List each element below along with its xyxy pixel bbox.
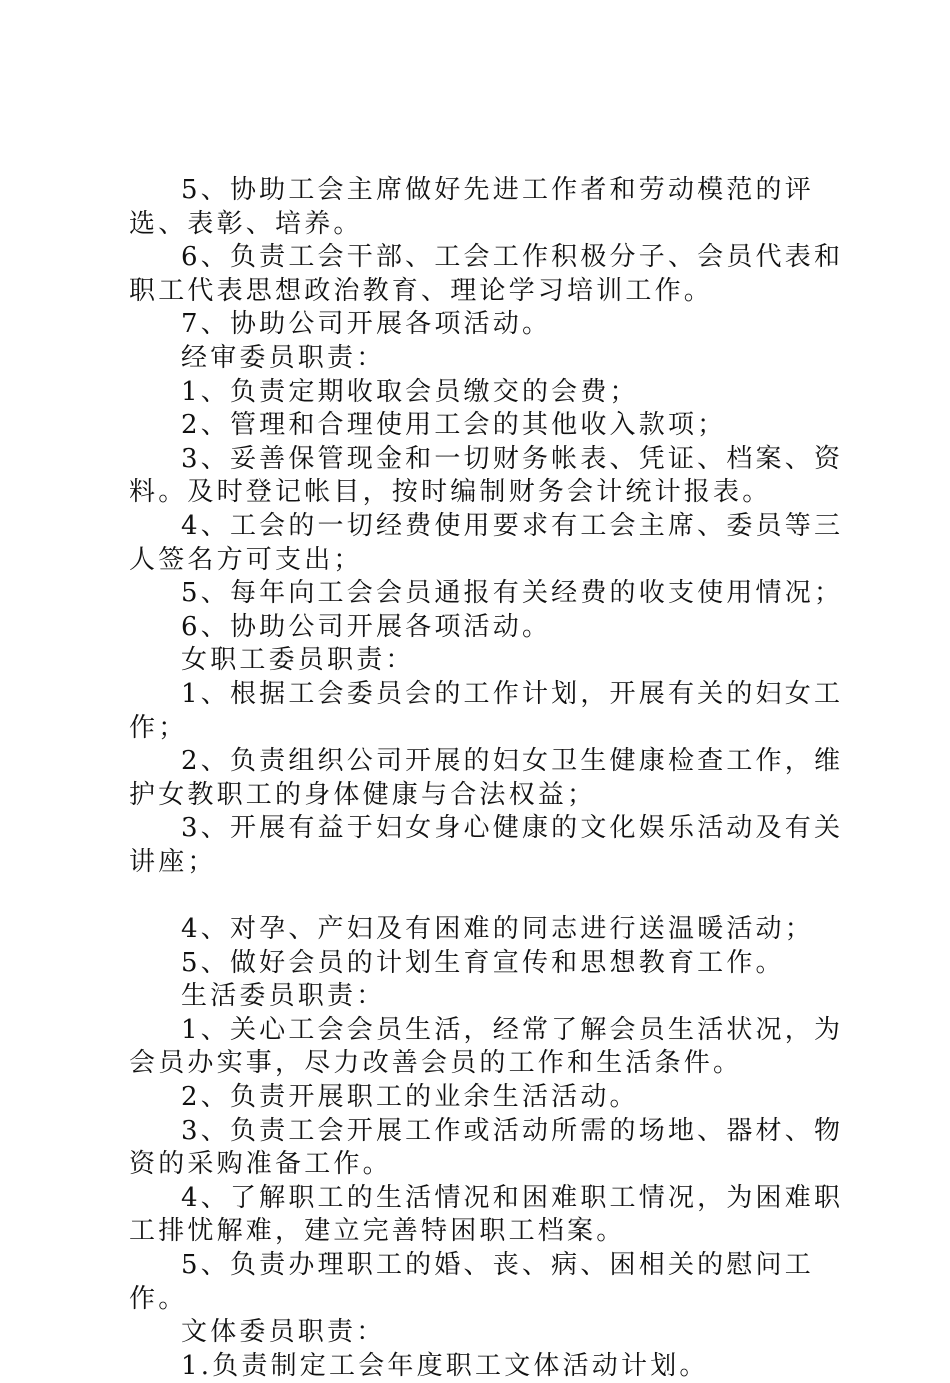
paragraph: 4、了解职工的生活情况和困难职工情况，为困难职工排忧解难，建立完善特困职工档案。 bbox=[129, 1182, 844, 1247]
section-heading: 生活委员职责： bbox=[181, 981, 386, 1012]
paragraph: 5、协助工会主席做好先进工作者和劳动模范的评选、表彰、培养。 bbox=[129, 175, 814, 239]
paragraph: 6、协助公司开展各项活动。 bbox=[181, 611, 552, 642]
paragraph: 3、开展有益于妇女身心健康的文化娱乐活动及有关讲座； bbox=[129, 813, 844, 877]
section-heading: 经审委员职责： bbox=[181, 342, 386, 373]
paragraph: 2、负责开展职工的业余生活活动。 bbox=[181, 1082, 639, 1113]
paragraph: 5、负责办理职工的婚、丧、病、困相关的慰问工作。 bbox=[129, 1250, 814, 1314]
section-heading: 文体委员职责： bbox=[181, 1317, 386, 1348]
paragraph: 2、负责组织公司开展的妇女卫生健康检查工作，维护女教职工的身体健康与合法权益； bbox=[129, 746, 844, 810]
paragraph: 3、妥善保管现金和一切财务帐表、凭证、档案、资料。及时登记帐目，按时编制财务会计统计报表。 bbox=[129, 443, 844, 508]
paragraph: 5、每年向工会会员通报有关经费的收支使用情况； bbox=[181, 578, 844, 609]
paragraph: 4、对孕、产妇及有困难的同志进行送温暖活动； bbox=[181, 914, 814, 945]
document-body bbox=[129, 174, 850, 1383]
paragraph: 2、管理和合理使用工会的其他收入款项； bbox=[181, 410, 727, 441]
paragraph: 1、关心工会会员生活，经常了解会员生活状况，为会员办实事，尽力改善会员的工作和生活条件。 bbox=[129, 1014, 844, 1079]
paragraph: 7、协助公司开展各项活动。 bbox=[181, 309, 552, 340]
paragraph: 1、根据工会委员会的工作计划，开展有关的妇女工作； bbox=[129, 678, 844, 743]
section-heading: 女职工委员职责： bbox=[181, 645, 415, 676]
paragraph: 1、负责定期收取会员缴交的会费； bbox=[181, 376, 639, 407]
paragraph: 1.负责制定工会年度职工文体活动计划。 bbox=[181, 1350, 709, 1381]
paragraph: 5、做好会员的计划生育宣传和思想教育工作。 bbox=[181, 947, 785, 978]
paragraph: 6、负责工会干部、工会工作积极分子、会员代表和职工代表思想政治教育、理论学习培训工作。 bbox=[129, 242, 844, 306]
paragraph: 4、工会的一切经费使用要求有工会主席、委员等三人签名方可支出； bbox=[129, 510, 844, 575]
paragraph: 3、负责工会开展工作或活动所需的场地、器材、物资的采购准备工作。 bbox=[129, 1115, 844, 1180]
